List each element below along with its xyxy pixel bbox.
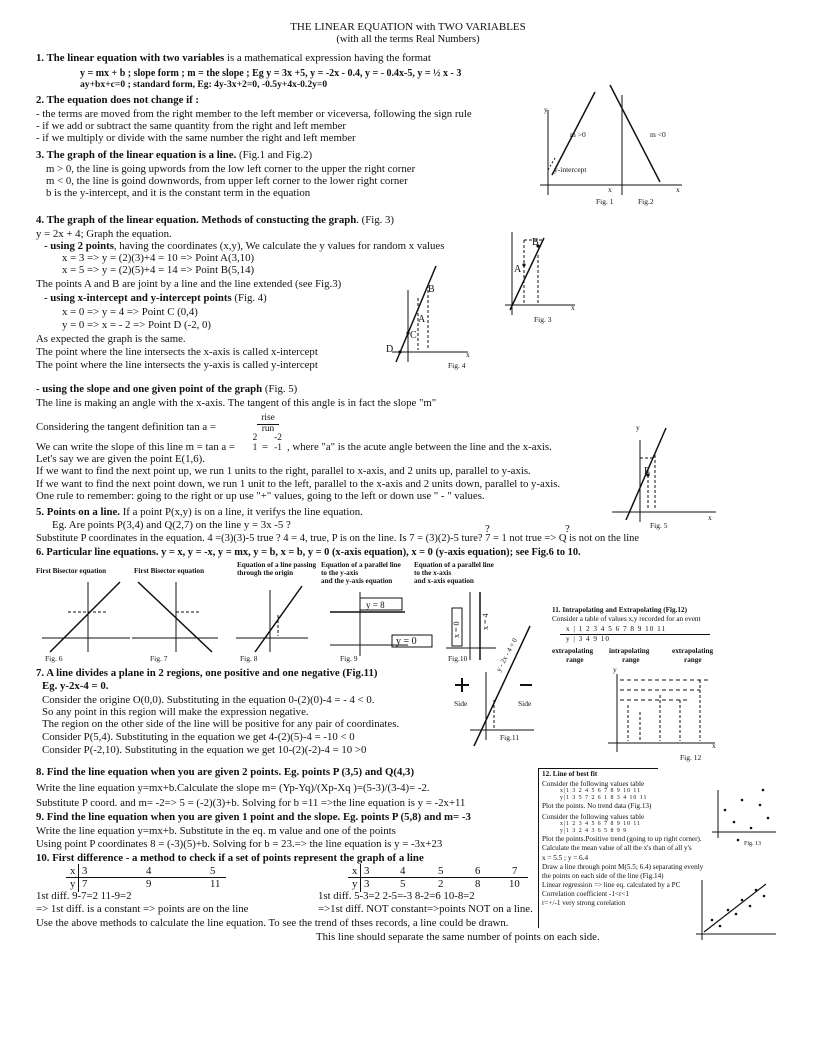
- method-two-points-text: , having the coordinates (x,y), We calculate the y values for random x values: [113, 240, 445, 252]
- fig9-label: Fig. 9: [340, 654, 358, 663]
- section-4-heading: 4. The graph of the linear equation. Methods of constucting the graph: [36, 214, 357, 226]
- table1-x-2: 4: [146, 865, 152, 877]
- fig12-x-axis: x: [712, 741, 716, 750]
- page-title: THE LINEAR EQUATION with TWO VARIABLES: [290, 21, 526, 33]
- slope-explanation: , where "a" is the acute angle between the line and the x-axis.: [287, 441, 552, 453]
- section-4-line-18: If we want to find the next point down, we run 1 unit to the left, parallel to the x-axis and 2 units down, parallel to y-axis.: [36, 478, 561, 490]
- section-4-line-4: x = 5 => y = (2)(5)+4 = 14 => Point B(5,14): [62, 264, 255, 276]
- section-3-ref: (Fig.1 and Fig.2): [238, 149, 313, 161]
- footer-line-1: Use the above methods to calculate the line equation. To see the trend of thses records, a line could be drawn.: [36, 917, 509, 929]
- fig4-label: Fig. 4: [448, 361, 466, 370]
- table2-y-label: y: [352, 878, 358, 890]
- conclusion-constant: => 1st diff. is a constant => points are on the line: [36, 903, 249, 915]
- section-7-line-5: Consider P(-2,10). Substituting in the equation we get 10-(2)(-2)-4 = 10 >0: [42, 744, 367, 756]
- table2-x-label: x: [352, 865, 358, 877]
- fig8-graph: [236, 586, 308, 652]
- fig11-line-eq: y - 2x - 4 = 0: [494, 636, 519, 673]
- fig3-point-a: A: [514, 264, 522, 275]
- fig9-caption-2: to the y-axis: [321, 569, 359, 577]
- table2-y-5: 10: [509, 878, 520, 890]
- range-3: range: [684, 656, 702, 664]
- equals-sign: =: [262, 441, 269, 453]
- range-1: range: [566, 656, 584, 664]
- table2-y-3: 2: [438, 878, 444, 890]
- table1-y-label: y: [70, 878, 76, 890]
- fig2-label: Fig.2: [638, 197, 654, 206]
- slope-form-line: y = mx + b ; slope form ; m = the slope ; Eg y = 3x +5, y = -2x - 0.4, y = - 0.4x-5, y = ½ x - 3: [80, 68, 462, 79]
- section-5-heading: 5. Points on a line.: [36, 506, 120, 518]
- section-3-line-1: m > 0, the line is going upwords from the low left corner to the upper the right corner: [46, 163, 416, 175]
- section-9-heading: 9. Find the line equation when you are given 1 point and the slope. Eg. points P (5,8) and m= -3: [36, 811, 471, 823]
- fig6-graph: [42, 582, 130, 652]
- extrapolating-right: extrapolating: [672, 647, 714, 655]
- fig11-graph: [455, 626, 534, 746]
- section-3-line-3: b is the y-intercept, and it is the constant term in the equation: [46, 187, 311, 199]
- fig6-label: Fig. 6: [45, 654, 63, 663]
- section-4-ref: . (Fig. 3): [356, 214, 395, 226]
- section-12-line-6: x = 5.5 ; y = 6.4: [542, 854, 589, 862]
- section-7-example: Eg. y-2x-4 = 0.: [42, 680, 109, 692]
- section-3-heading: 3. The graph of the linear equation is a line.: [36, 149, 237, 161]
- section-4-line-5: The points A and B are joint by a line and the line extended (see Fig.3): [36, 278, 342, 290]
- fig13-graph: [712, 790, 776, 838]
- fig1-label: Fig. 1: [596, 197, 614, 206]
- section-12-table-2-y: y|1 3 2 4 3 6 5 8 9 9: [560, 828, 628, 834]
- fig5-x-axis: x: [708, 513, 712, 522]
- table2-y-1: 3: [364, 878, 370, 890]
- fig4-point-a: A: [418, 314, 426, 325]
- section-12-line-3: Consider the following values table: [542, 813, 645, 821]
- section-1-heading: 1. The linear equation with two variables: [36, 52, 225, 64]
- section-3-line-2: m < 0, the line is goind downwords, from upper left corner to the lower right corner: [46, 175, 408, 187]
- table2-y-2: 5: [400, 878, 406, 890]
- fig1-yint: y-intercept: [554, 165, 587, 174]
- section-12-table-1-y: y|1 3 5 7 2 6 1 8 3 4 10 11: [560, 795, 648, 801]
- fig9-y-eq-0: y = 0: [396, 636, 417, 647]
- section-4-line-13: The line is making an angle with the x-axis. The tangent of this angle is in fact the slope "m": [36, 397, 437, 409]
- fig12-y-axis: y: [613, 665, 617, 674]
- fig1-mpos: m >0: [570, 130, 586, 139]
- method-intercepts-ref: (Fig. 4): [231, 292, 267, 304]
- fig11-label: Fig.11: [500, 733, 520, 742]
- section-12-line-10: Correlation coefficient -1<r<1: [542, 890, 630, 898]
- fig1-y-axis: y: [544, 105, 548, 114]
- section-2-heading: 2. The equation does not change if :: [36, 94, 199, 106]
- section-5-line-2: Eg. Are points P(3,4) and Q(2,7) on the line y = 3x -5 ?: [52, 519, 291, 531]
- conclusion-not-constant: =>1st diff. NOT constant=>points NOT on a line.: [318, 903, 533, 915]
- section-4-line-11: The point where the line intersects the y-axis is called y-intercept: [36, 359, 318, 371]
- section-11-heading: 11. Intrapolating and Extrapolating (Fig.12): [552, 606, 687, 614]
- fig3-x-axis: x: [571, 303, 575, 312]
- section-12-line-7: Draw a line through point M(5.5; 6.4) separating evenly: [542, 863, 704, 871]
- section-12-line-2: Plot the points. No trend data (Fig.13): [542, 802, 652, 810]
- section-7-line-4: Consider P(5,4). Substituting in the equation we get 4-(2)(5)-4 = -10 < 0: [42, 731, 355, 743]
- section-4-line-9: As expected the graph is the same.: [36, 333, 186, 345]
- range-2: range: [622, 656, 640, 664]
- section-1-text: is a mathematical expression having the format: [226, 52, 431, 64]
- section-4-line-7: x = 0 => y = 4 => Point C (0,4): [62, 306, 198, 318]
- section-7-heading: 7. A line divides a plane in 2 regions, one positive and one negative (Fig.11): [36, 667, 378, 679]
- section-12-line-11: r=+/-1 very strong corelation: [542, 899, 626, 907]
- fig8-caption-2: through the origin: [237, 569, 294, 577]
- slope-num-1: 2: [252, 433, 258, 443]
- section-11-y-row: y | 3 4 9 10: [566, 635, 610, 643]
- fig13-label: Fig. 13: [744, 841, 762, 847]
- section-12-line-5: Calculate the mean value of all the x's than of all y's: [542, 844, 692, 852]
- fig5-label: Fig. 5: [650, 521, 668, 530]
- method-intercepts: - using x-intercept and y-intercept points: [44, 292, 232, 304]
- section-5-line-3: Substitute P coordinates in the equation. 4 =(3)(3)-5 true ? 4 = 4, true, P is on the line. Is 7 = (3)(2)-5 ture? 7 = 1 not true => Q is not on the line: [36, 533, 640, 544]
- section-4-line-3: x = 3 => y = (2)(3)+4 = 10 => Point A(3,10): [62, 252, 255, 264]
- table1-first-diff: 1st diff. 9-7=2 11-9=2: [36, 890, 132, 902]
- table1-y-3: 11: [210, 878, 221, 890]
- table2-first-diff: 1st diff. 5-3=2 2-5=-3 8-2=6 10-8=2: [318, 890, 475, 902]
- fig9-caption-3: and the y-axis equation: [321, 577, 393, 585]
- section-7-line-3: The region on the other side of the line will be positive for any pair of coordinates.: [42, 718, 400, 730]
- section-4-line-16: Let's say we are given the point E(1,6).: [36, 453, 205, 465]
- fig10-caption-2: to the x-axis: [414, 569, 452, 577]
- table2-x-1: 3: [364, 865, 370, 877]
- fig3-label: Fig. 3: [534, 315, 552, 324]
- table1-y-1: 7: [82, 878, 88, 890]
- table1-x-1: 3: [82, 865, 88, 877]
- footer-line-2: This line should separate the same number of points on each side.: [316, 931, 600, 943]
- section-11-x-row: x | 1 2 3 4 5 6 7 8 9 10 11: [566, 625, 667, 633]
- section-12-line-1: Consider the following values table: [542, 780, 645, 788]
- method-slope-point: - using the slope and one given point of the graph: [36, 383, 263, 395]
- table2-y-4: 8: [475, 878, 481, 890]
- fig8-label: Fig. 8: [240, 654, 258, 663]
- fig4-point-c: C: [410, 330, 417, 341]
- fig4-x-axis: x: [466, 350, 470, 359]
- fig4-point-b: B: [428, 284, 435, 295]
- section-9-line-2: Using point P coordinates 8 = (-3)(5)+b. Solving for b = 23.=> the line equation is y = -3x+23: [36, 838, 443, 850]
- section-4-line-17: If we want to find the next point up, we run 1 units to the right, parallel to x-axis, and 2 units up, parallel to y-axis.: [36, 465, 531, 477]
- table1-x-label: x: [70, 865, 76, 877]
- table1-y-2: 9: [146, 878, 152, 890]
- fig7-caption: First Bisector equation: [134, 567, 205, 575]
- fig4-graph: [392, 266, 468, 362]
- fig6-caption: First Bisector equation: [36, 567, 107, 575]
- fig14-points: [711, 889, 766, 928]
- fig10-caption-1: Equation of a parallel line: [414, 561, 494, 569]
- fig10-x-eq-0: x = 0: [452, 621, 461, 638]
- section-4-line-10: The point where the line intersects the x-axis is called x-intercept: [36, 346, 318, 358]
- table2-x-2: 4: [400, 865, 406, 877]
- section-7-line-2: So any point in this region will make the expression negative.: [42, 706, 309, 718]
- fig1-x-axis: x: [608, 185, 612, 194]
- section-4-line-19: One rule to remember: going to the right or up use "+" values, going to the left or down use " - " values.: [36, 490, 485, 502]
- section-12-table-1: x|1 3 2 4 5 6 7 8 9 10 11: [560, 788, 642, 794]
- fig2-mneg: m <0: [650, 130, 666, 139]
- fig10-x-eq-4: x = 4: [481, 613, 490, 630]
- section-12-line-4: Plot the points.Positive trend (going to up right corner).: [542, 835, 702, 843]
- section-2-line-1: - the terms are moved from the right member to the left member or viceversa, following the sign rule: [36, 108, 472, 120]
- method-slope-point-ref: (Fig. 5): [262, 383, 298, 395]
- section-6-heading: 6. Particular line equations. y = x, y = -x, y = mx, y = b, x = b, y = 0 (x-axis equation), x = 0 (y-axis equation); see Fig.6 to 10.: [36, 547, 581, 558]
- run-label: run: [261, 424, 275, 434]
- fig12-graph: [608, 674, 715, 752]
- table2-x-4: 6: [475, 865, 481, 877]
- fig10-label: Fig.10: [448, 654, 468, 663]
- fig8-caption-1: Equation of a line passing: [237, 561, 317, 569]
- table2-x-3: 5: [438, 865, 444, 877]
- page-subtitle: (with all the terms Real Numbers): [336, 34, 480, 45]
- section-4-line-1: y = 2x + 4; Graph the equation.: [36, 228, 172, 240]
- section-8-heading: 8. Find the line equation when you are given 2 points. Eg. points P (3,5) and Q(4,3): [36, 766, 415, 778]
- question-mark-1: ?: [485, 523, 490, 535]
- slope-num-2: -2: [274, 433, 282, 443]
- fig11-side-left: Side: [454, 699, 468, 708]
- intrapolating: intrapolating: [609, 647, 650, 655]
- section-4-line-15: We can write the slope of this line m = tan a =: [36, 441, 235, 453]
- fig7-label: Fig. 7: [150, 654, 168, 663]
- fig2-x-axis: x: [676, 185, 680, 194]
- fig5-graph: [612, 428, 716, 522]
- section-4-line-8: y = 0 => x = - 2 => Point D (-2, 0): [62, 319, 211, 331]
- fig2-graph: [610, 85, 682, 195]
- fig9-caption-1: Equation of a parallel line: [321, 561, 401, 569]
- section-9-line-1: Write the line equation y=mx+b. Substitute in the eq. m value and one of the points: [36, 825, 396, 837]
- section-10-heading: 10. First difference - a method to check if a set of points represent the graph of a line: [36, 852, 424, 864]
- fig7-graph: [132, 582, 218, 652]
- method-two-points: - using 2 points: [44, 240, 114, 252]
- fig4-point-d: D: [386, 344, 394, 355]
- fig1-graph: [540, 92, 612, 195]
- fig10-caption-3: and x-axis equation: [414, 577, 474, 585]
- section-2-line-2: - if we add or subtract the same quantity from the right and left member: [36, 120, 347, 132]
- section-12-heading: 12. Line of best fit: [542, 770, 598, 778]
- section-8-line-2: Substitute P coord. and m= -2=> 5 = (-2)(3)+b. Solving for b =11 =>the line equation is y = -2x+11: [36, 797, 466, 809]
- question-mark-2: ?: [565, 523, 570, 535]
- fig14-graph: [696, 880, 776, 940]
- section-12-line-9: Linear regression => line eq. calculated by a PC: [542, 881, 681, 889]
- fig11-side-right: Side: [518, 699, 532, 708]
- section-4-line-14: Considering the tangent definition tan a =: [36, 421, 216, 433]
- standard-form-line: ay+bx+c=0 ; standard form, Eg: 4y-3x+2=0, -0.5y+4x-0.2y=0: [80, 79, 328, 90]
- section-5-text: If a point P(x,y) is on a line, it verifys the line equation.: [122, 506, 363, 518]
- fig13-points: [724, 789, 770, 842]
- section-12-table-2: x|1 2 3 4 5 6 7 8 9 10 11: [560, 821, 642, 827]
- section-8-line-1: Write the line equation y=mx+b.Calculate the slope m= (Yp-Yq)/(Xp-Xq )=(5-3)/(3-4)= -2.: [36, 782, 430, 794]
- extrapolating-left: extrapolating: [552, 647, 594, 655]
- rise-label: rise: [261, 413, 275, 423]
- section-11-line-1: Consider a table of values x,y recorded for an event: [552, 615, 701, 623]
- section-12-line-8: the points on each side of the line (Fig.14): [542, 872, 664, 880]
- fig5-point-e: E: [644, 466, 651, 477]
- section-2-line-3: - if we multiply or divide with the same number the right and left member: [36, 132, 356, 144]
- fig12-label: Fig. 12: [680, 753, 702, 762]
- fig9-y-eq-8: y = 8: [366, 600, 385, 610]
- table1-x-3: 5: [210, 865, 216, 877]
- section-7-line-1: Consider the origine O(0,0). Substituting in the equation 0-(2)(0)-4 = - 4 < 0.: [42, 694, 375, 706]
- table2-x-5: 7: [512, 865, 518, 877]
- slope-den-2: -1: [274, 443, 282, 453]
- slope-den-1: 1: [252, 443, 258, 453]
- fig5-y-axis: y: [636, 423, 640, 432]
- fig3-point-b: B: [532, 237, 539, 248]
